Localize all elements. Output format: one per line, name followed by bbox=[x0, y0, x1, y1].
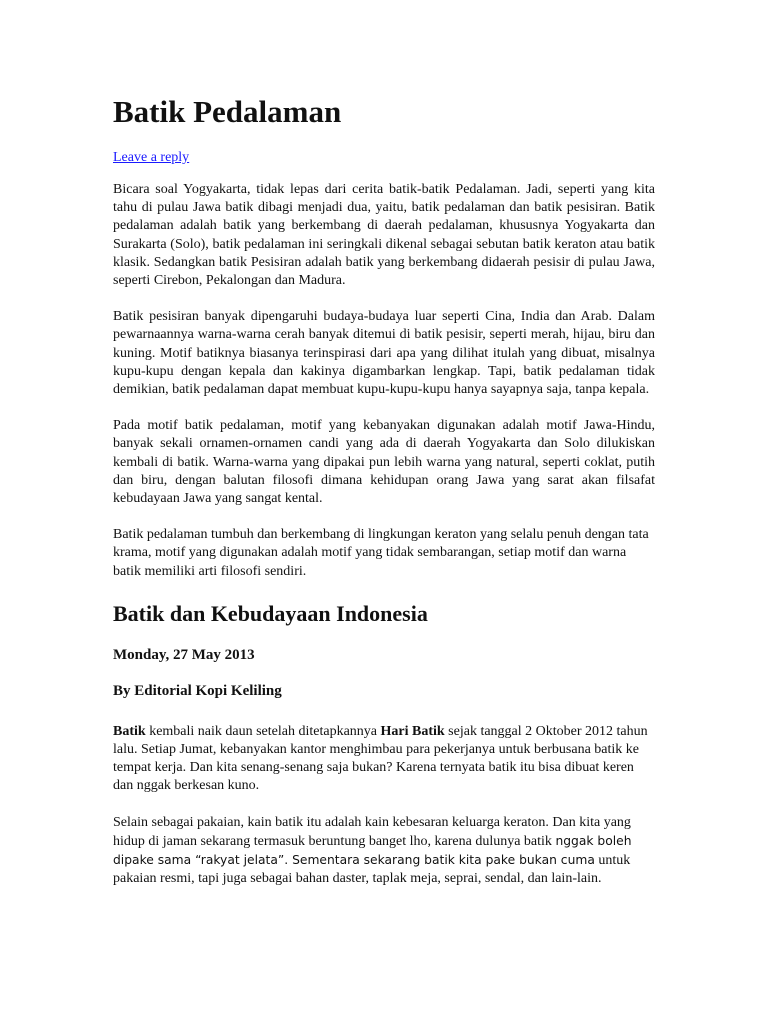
paragraph-5-text-b: sejak tanggal 2 Oktober 2012 tahun lalu. Setiap Jumat, kebanyakan kantor menghimbau para pekerjanya untuk berbusana batik ke tempat kerja. Dan kita senang-senang saja bukan? Karena ternyata batik itu bisa dibuat keren dan nggak berkesan kuno. bbox=[113, 723, 648, 794]
post-date: Monday, 27 May 2013 bbox=[113, 646, 255, 663]
bold-term-batik: Batik bbox=[113, 723, 146, 739]
paragraph-6-text-b: untuk pakaian resmi, tapi juga sebagai bahan daster, taplak meja, seprai, sendal, dan lain-lain. bbox=[113, 853, 631, 887]
paragraph-5-text-a: kembali naik daun setelah ditetapkannya bbox=[145, 723, 381, 739]
paragraph-3: Pada motif batik pedalaman, motif yang kebanyakan digunakan adalah motif Jawa-Hindu, banyak sekali ornamen-ornamen candi yang ada di daerah Yogyakarta dan Solo dilukiskan kembali di batik. Warna-warna yang dipakai pun lebih warna yang natural, seperti coklat, putih dan biru, dengan balutan filosofi dimana kehidupan orang Jawa yang sarat akan filsafat kebudayaan Jawa yang sangat kental. bbox=[113, 418, 655, 507]
article-title: Batik Pedalaman bbox=[113, 94, 342, 129]
bold-term-hari-batik: Hari Batik bbox=[380, 723, 445, 739]
paragraph-1: Bicara soal Yogyakarta, tidak lepas dari cerita batik-batik Pedalaman. Jadi, seperti yang kita tahu di pulau Jawa batik dibagi menjadi dua, yaitu, batik pedalaman dan batik pesisiran. Batik pedalaman adalah batik yang berkembang di daerah pedalaman, khususnya Yogyakarta dan Surakarta (Solo), batik pedalaman ini seringkali dikenal sebagai sebutan batik keraton atau batik klasik. Sedangkan batik Pesisiran adalah batik yang berkembang didaerah pesisir di pulau Jawa, seperti Cirebon, Pekalongan dan Madura. bbox=[113, 182, 655, 289]
paragraph-5 bbox=[113, 723, 655, 796]
paragraph-2: Batik pesisiran banyak dipengaruhi budaya-budaya luar seperti Cina, India dan Arab. Dalam pewarnaannya warna-warna cerah banyak ditemui di batik pesisir, seperti merah, hijau, biru dan kuning. Motif batiknya biasanya terinspirasi dari apa yang dilihat itulah yang dibuat, misalnya kupu-kupu dengan kepala dan kakinya digambarkan lengkap. Tapi, batik pedalaman tidak demikian, batik pedalaman dapat membuat kupu-kupu-kupu hanya sayapnya saja, tanpa kepala. bbox=[113, 309, 655, 398]
paragraph-4: Batik pedalaman tumbuh dan berkembang di lingkungan keraton yang selalu penuh dengan tata krama, motif yang digunakan adalah motif yang tidak sembarangan, setiap motif dan warna batik memiliki arti filosofi sendiri. bbox=[113, 527, 649, 579]
article-content bbox=[113, 92, 655, 906]
section-title: Batik dan Kebudayaan Indonesia bbox=[113, 600, 428, 626]
leave-a-reply-link[interactable]: Leave a reply bbox=[113, 150, 190, 165]
post-author: By Editorial Kopi Keliling bbox=[113, 682, 282, 699]
paragraph-6-text-a: Selain sebagai pakaian, kain batik itu adalah kain kebesaran keluarga keraton. Dan kita yang hidup di jaman sekarang termasuk beruntung banget lho, karena dulunya batik bbox=[113, 814, 631, 849]
paragraph-6 bbox=[113, 814, 655, 889]
paragraph-6-sans-text: nggak boleh dipake sama “rakyat jelata”. Sementara sekarang batik kita pake bukan cuma bbox=[113, 833, 632, 868]
